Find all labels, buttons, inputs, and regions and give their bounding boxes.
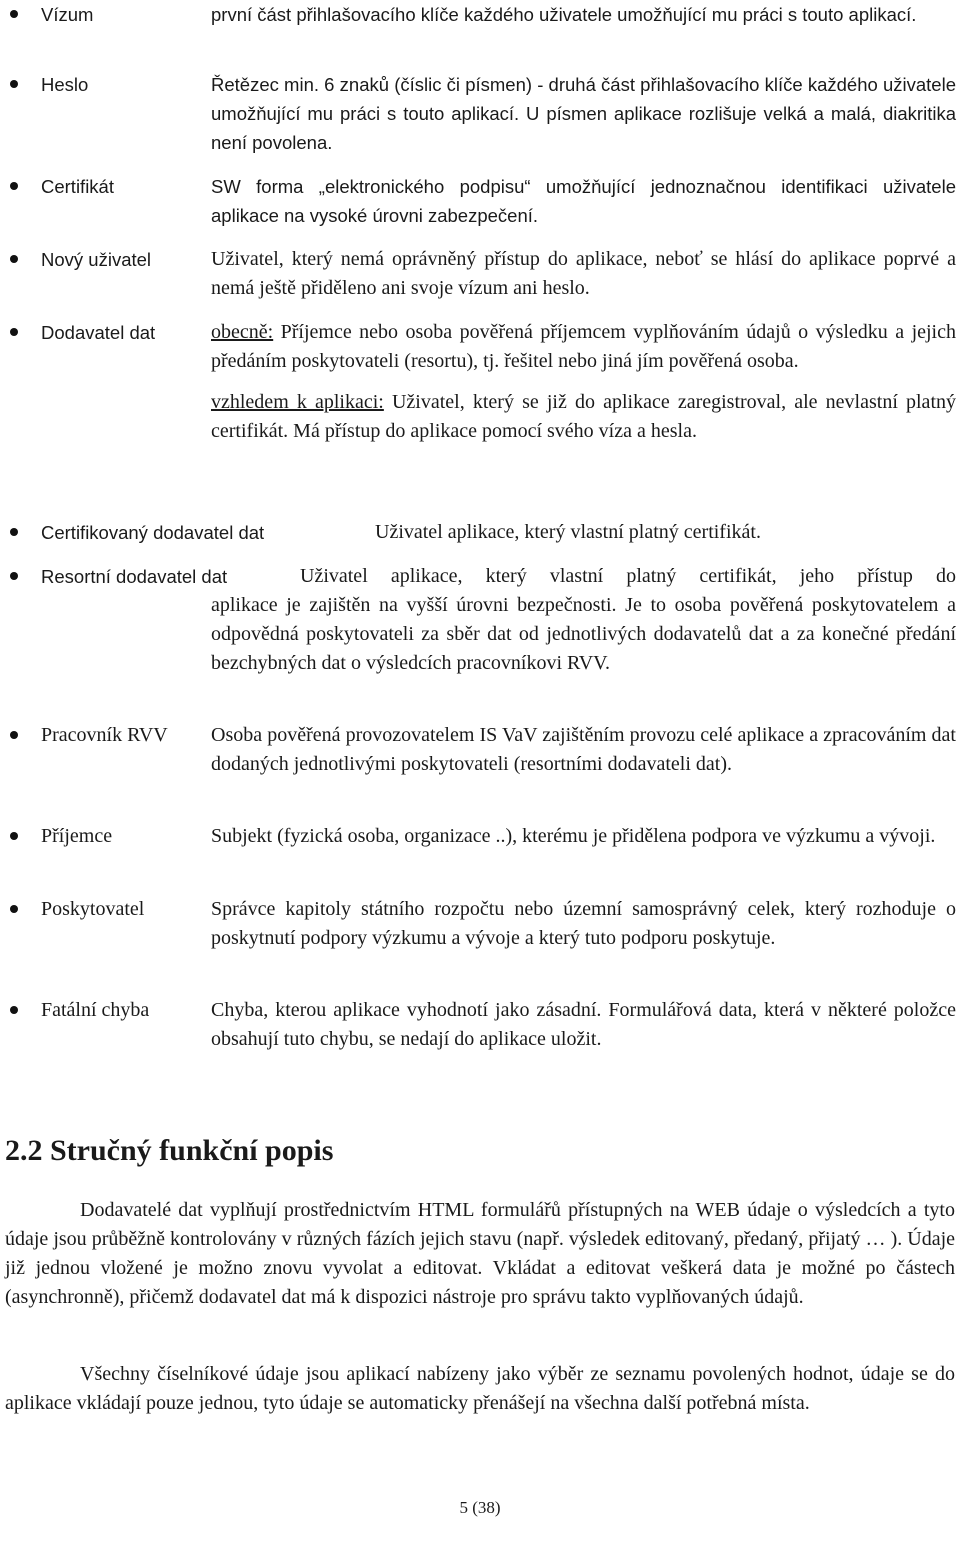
general-label: obecně: <box>211 321 274 343</box>
glossary-definition: Uživatel aplikace, který vlastní platný certifikát. <box>375 521 761 543</box>
bullet-icon <box>10 731 18 739</box>
paragraph-text: Všechny číselníkové údaje jsou aplikací nabízeny jako výběr ze seznamu povolených hodnot, údaje se do aplikace vkládají pouze jednou, tyto údaje se automaticky přenášejí na všechna další potřebná místa. <box>5 1363 955 1414</box>
glossary-term: Resortní dodavatel dat <box>41 566 228 587</box>
app-label: vzhledem k aplikaci: <box>211 391 384 413</box>
section-paragraph <box>5 1196 955 1312</box>
glossary-term: Fatální chyba <box>41 999 150 1021</box>
bullet-icon <box>10 255 18 263</box>
glossary-term: Nový uživatel <box>41 249 152 270</box>
general-text: Příjemce nebo osoba pověřená příjemcem vyplňováním údajů o výsledku a jejich předáním poskytovateli (resortu), tj. řešitel nebo jiná jím pověřená osoba. <box>211 321 956 372</box>
app-text: Uživatel, který se již do aplikace zaregistroval, ale nevlastní platný certifikát. Má přístup do aplikace pomocí svého víza a hesla. <box>211 391 956 442</box>
bullet-icon <box>10 328 18 336</box>
definition-general <box>211 318 956 376</box>
bullet-icon <box>10 1006 18 1014</box>
glossary-term: Heslo <box>41 74 89 95</box>
glossary-definition: Subjekt (fyzická osoba, organizace ..), kterému je přidělena podpora ve výzkumu a vývoji. <box>211 825 936 847</box>
glossary-definition: Osoba pověřená provozovatelem IS VaV zajištěním provozu celé aplikace a zpracováním dat dodaných jednotlivými poskytovateli (resortními dodavateli dat). <box>211 724 956 775</box>
glossary-definition: Chyba, kterou aplikace vyhodnotí jako zásadní. Formulářová data, která v některé položce obsahují tuto chybu, se nedají do aplikace uložit. <box>211 999 956 1050</box>
bullet-icon <box>10 905 18 913</box>
paragraph-text: Dodavatelé dat vyplňují prostřednictvím HTML formulářů přístupných na WEB údaje o výsledcích a tyto údaje jsou průběžně kontrolovány v různých fázích jejich stavu (např. výsledek editovaný, předaný, přijatý … ). Údaje již jednou vložené je možno znovu vyvolat a editovat. Vkládat a editovat veškerá data je možné po částech (asynchronně), přičemž dodavatel dat má k dispozici nástroje pro správu takto vyplňovaných údajů. <box>5 1199 955 1308</box>
bullet-icon <box>10 832 18 840</box>
glossary-definition: SW forma „elektronického podpisu“ umožňující jednoznačnou identifikaci uživatele aplikace na vysoké úrovni zabezpečení. <box>211 176 956 226</box>
bullet-icon <box>10 528 18 536</box>
glossary-term: Dodavatel dat <box>41 322 156 343</box>
glossary-term: Příjemce <box>41 825 113 847</box>
bullet-icon <box>10 80 18 88</box>
bullet-icon <box>10 572 18 580</box>
glossary-term: Certifikát <box>41 176 114 197</box>
glossary-term: Vízum <box>41 4 94 25</box>
glossary-definition-first-line: Uživatel aplikace, který vlastní platný certifikát, jeho přístup do <box>300 565 956 587</box>
glossary-definition: první část přihlašovacího klíče každého uživatele umožňující mu práci s touto aplikací. <box>211 4 917 25</box>
glossary-definition: Správce kapitoly státního rozpočtu nebo územní samosprávný celek, který rozhoduje o poskytnutí podpory výzkumu a vývoje a který tuto podporu poskytuje. <box>211 898 956 949</box>
glossary-definition: Uživatel, který nemá oprávněný přístup do aplikace, neboť se hlásí do aplikace poprvé a nemá ještě přiděleno ani svoje vízum ani heslo. <box>211 248 956 299</box>
page-number: 5 (38) <box>459 1498 501 1517</box>
glossary-definition <box>211 318 956 446</box>
bullet-icon <box>10 182 18 190</box>
definition-app <box>211 388 956 446</box>
glossary-term: Poskytovatel <box>41 898 145 920</box>
section-paragraph <box>5 1360 955 1418</box>
glossary-term: Certifikovaný dodavatel dat <box>41 522 265 543</box>
glossary-term: Pracovník RVV <box>41 724 168 746</box>
section-heading: 2.2 Stručný funkční popis <box>5 1134 334 1167</box>
glossary-definition: Řetězec min. 6 znaků (číslic či písmen) - druhá část přihlašovacího klíče každého uživatele umožňující mu práci s touto aplikací. U písmen aplikace rozlišuje velká a malá, diakritika není povolena. <box>211 74 956 153</box>
bullet-icon <box>10 10 18 18</box>
glossary-definition-rest: aplikace je zajištěn na vyšší úrovni bezpečnosti. Je to osoba pověřená poskytovatelem a odpovědná poskytovateli za sběr dat od jednotlivých dodavatelů dat a za konečné předání bezchybných dat o výsledcích pracovníkovi RVV. <box>211 594 956 674</box>
